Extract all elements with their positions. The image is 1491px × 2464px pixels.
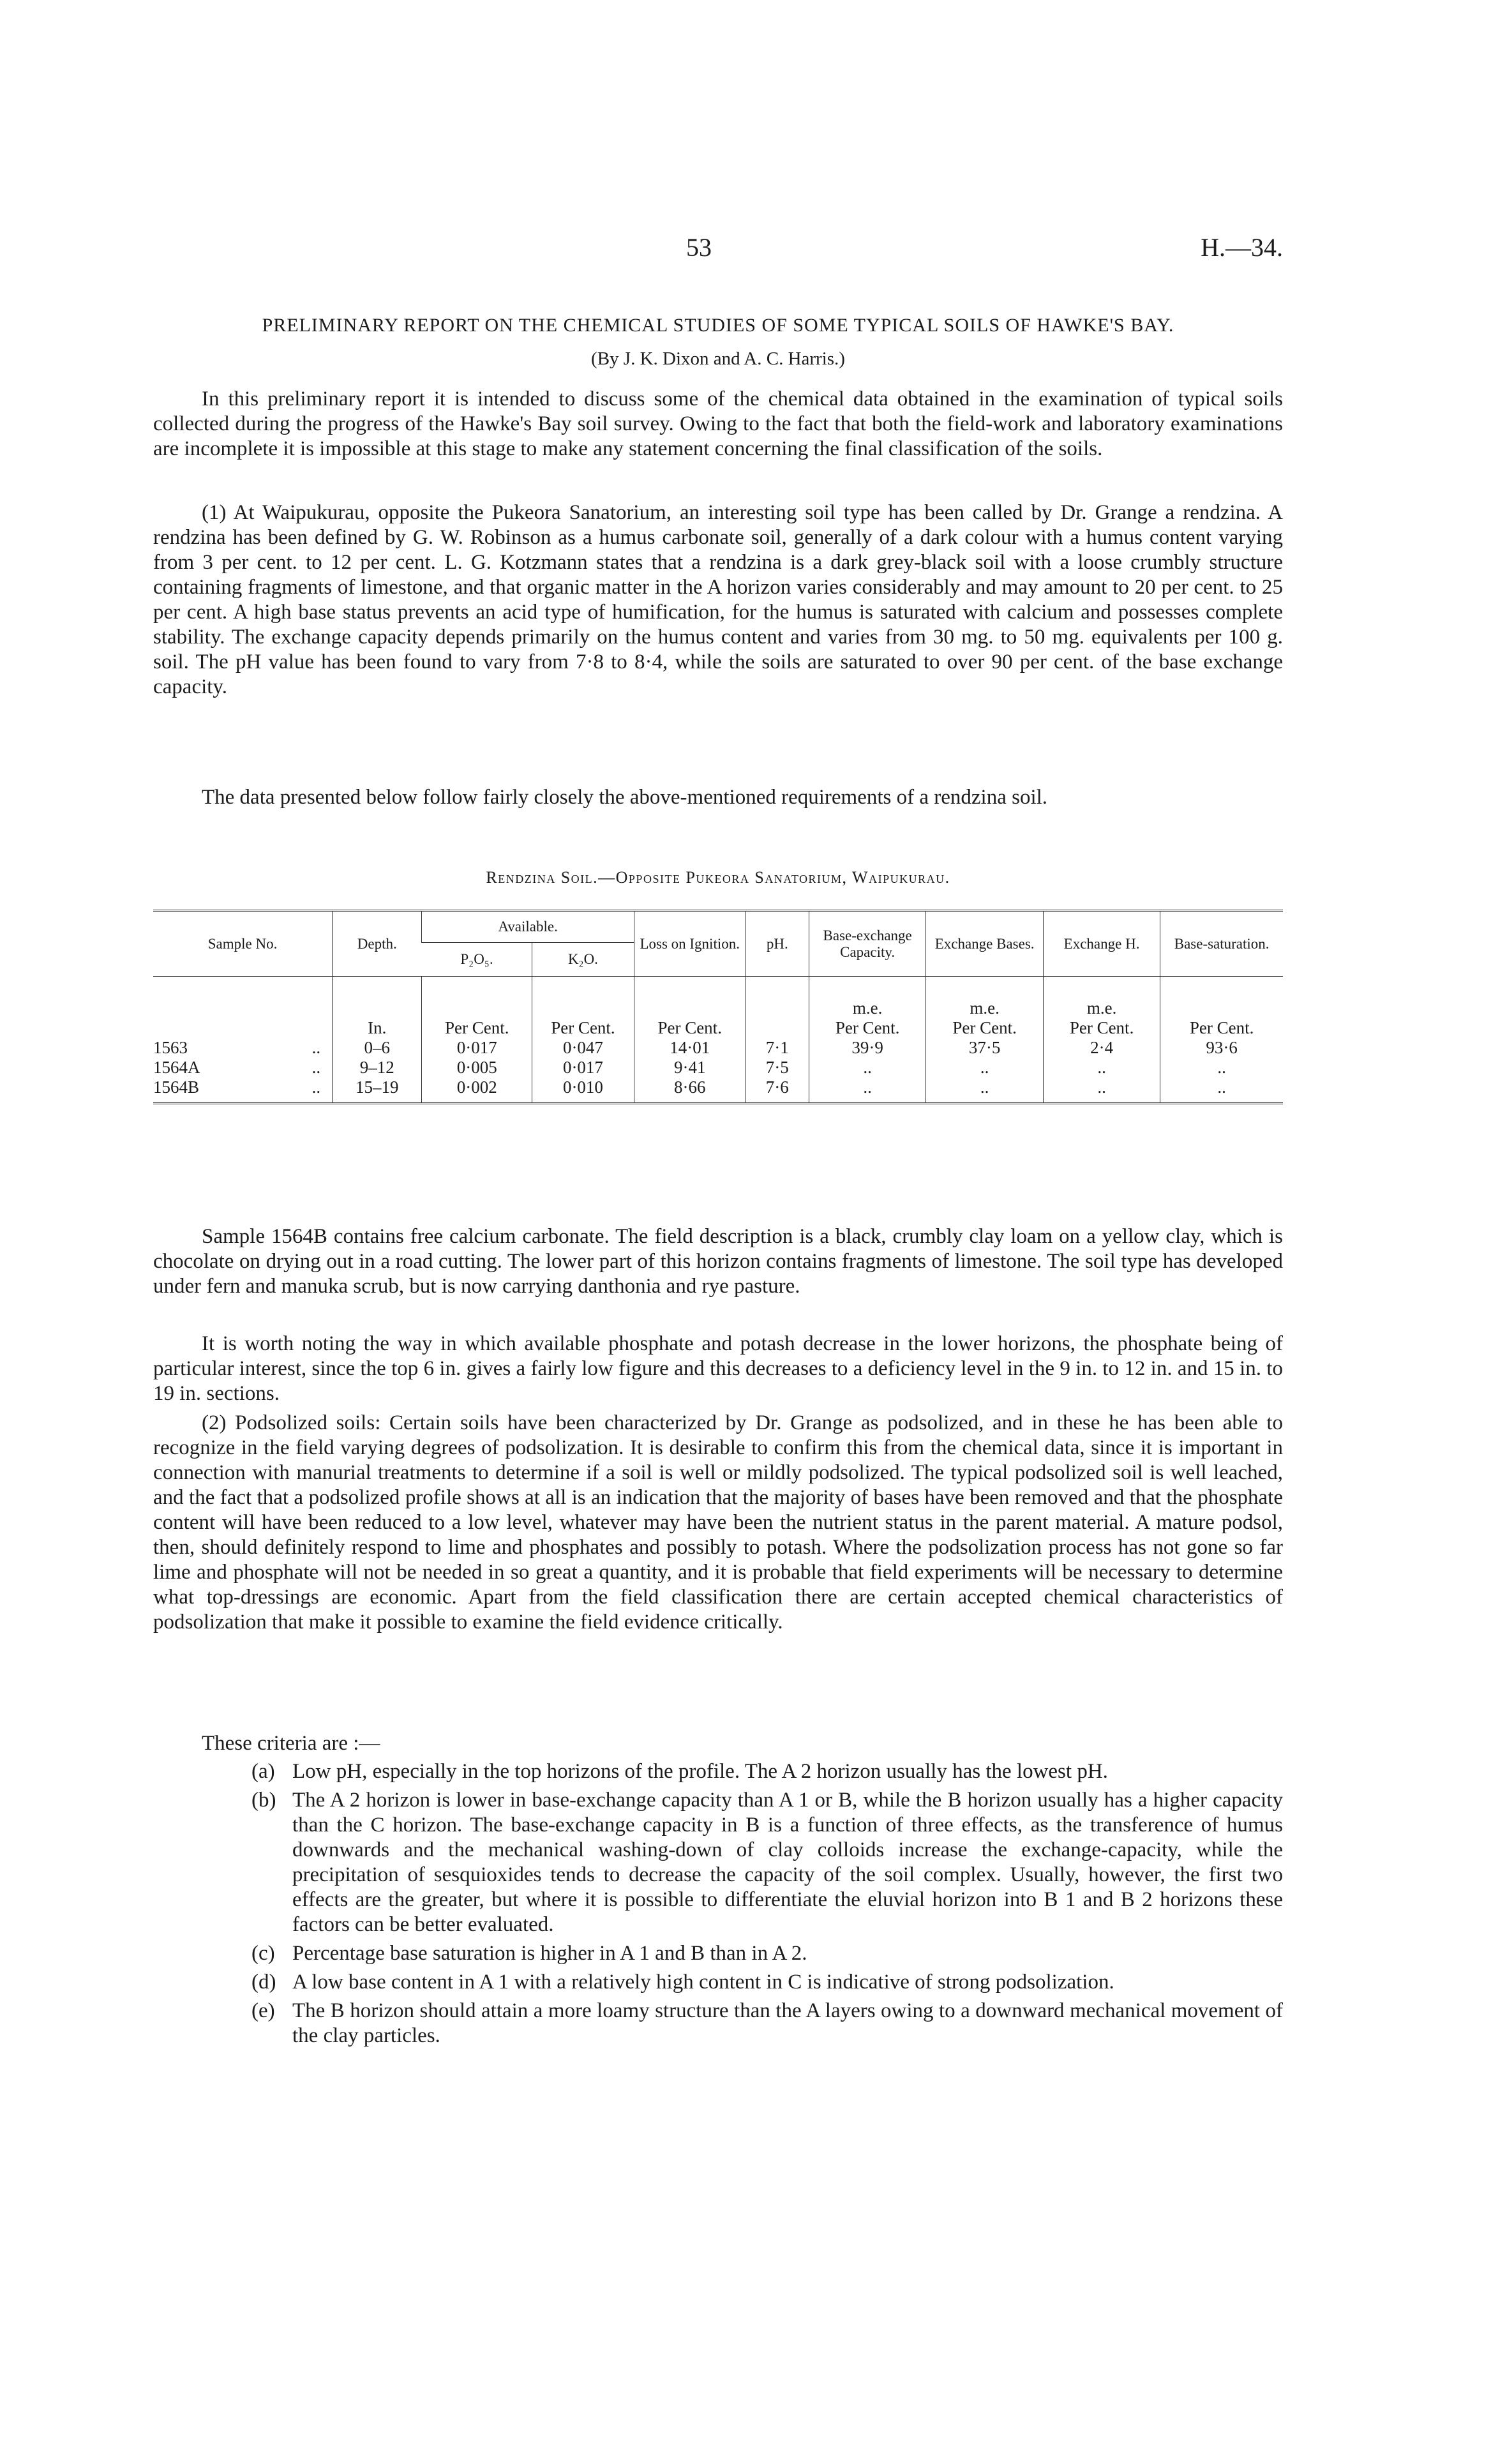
cell-k2o: 0·017 (532, 1058, 634, 1078)
criteria-list (153, 1759, 1283, 2048)
unit-eb-1: m.e. (926, 998, 1043, 1018)
header-loss-on-ignition: Loss on Ignition. (634, 911, 746, 977)
criterion-b (153, 1788, 1283, 1937)
cell-p2o5: 0·017 (422, 1038, 532, 1058)
criterion-label: (c) (251, 1942, 275, 1965)
unit-loss: Per Cent. (634, 1018, 746, 1038)
criterion-label: (e) (251, 1999, 275, 2022)
cell-bs: 93·6 (1160, 1038, 1283, 1058)
row-leader-dots: .. (311, 1078, 321, 1097)
paragraph-phosphate-potash: It is worth noting the way in which available phosphate and potash decrease in the lower horizons, the phosphate being of particular interest, since the top 6 in. gives a fairly low figure and this decreases to a deficiency level in the 9 in. to 12 in. and 15 in. to 19 in. sections. (153, 1332, 1283, 1405)
paragraph-intro: In this preliminary report it is intended to discuss some of the chemical data obtained in the examination of typical soils collected during the progress of the Hawke's Bay soil survey. Owing to the fact that both the field-work and laboratory examinations are incomplete it is impossible at this stage to make any statement concerning the final classification of the soils. (153, 387, 1283, 460)
unit-depth: In. (333, 1018, 422, 1038)
cell-ph: 7·6 (746, 1078, 809, 1104)
paragraph-sample-description: Sample 1564B contains free calcium carbonate. The field description is a black, crumbly clay loam on a yellow clay, which is chocolate on drying out in a road cutting. The lower part of this horizon contains fragments of limestone. The soil type has developed under fern and manuka scrub, but is now carrying danthonia and rye pasture. (153, 1225, 1283, 1298)
criterion-text: A low base content in A 1 with a relatively high content in C is indicative of strong podsolization. (292, 1971, 1114, 1994)
cell-depth: 15–19 (333, 1078, 422, 1104)
cell-p2o5: 0·005 (422, 1058, 532, 1078)
unit-ph (746, 1018, 809, 1038)
paragraph-data-intro: The data presented below follow fairly closely the above-mentioned requirements of a rendzina soil. (202, 786, 1048, 809)
header-base-saturation: Base-saturation. (1160, 911, 1283, 977)
criterion-d (153, 1970, 1283, 1995)
criterion-label: (a) (251, 1760, 275, 1783)
paragraph-rendzina: (1) At Waipukurau, opposite the Pukeora Sanatorium, an interesting soil type has been called by Dr. Grange a rendzina. A rendzina has been defined by G. W. Robinson as a humus carbonate soil, generally of a dark colour with a humus content varying from 3 per cent. to 12 per cent. L. G. Kotzmann states that a rendzina is a dark grey-black soil with a loose crumbly structure containing fragments of limestone, and that organic matter in the A horizon varies considerably and may amount to 20 per cent. to 25 per cent. A high base status prevents an acid type of humification, for the humus is saturated with calcium and possesses complete stability. The exchange capacity depends primarily on the humus content and varies from 30 mg. to 50 mg. equivalents per 100 g. soil. The pH value has been found to vary from 7·8 to 8·4, while the soils are saturated to over 90 per cent. of the base exchange capacity. (153, 501, 1283, 698)
cell-ph: 7·1 (746, 1038, 809, 1058)
header-sample-no: Sample No. (153, 911, 333, 977)
table-title: Rendzina Soil.—Opposite Pukeora Sanatorium, Waipukurau. (486, 868, 950, 887)
cell-bec: .. (809, 1078, 925, 1104)
unit-p2o5: Per Cent. (422, 1018, 532, 1038)
header-exchange-h: Exchange H. (1043, 911, 1160, 977)
paragraph-criteria-intro: These criteria are :— (202, 1732, 380, 1755)
header-exchange-bases: Exchange Bases. (926, 911, 1043, 977)
page-number: 53 (686, 233, 712, 262)
cell-p2o5: 0·002 (422, 1078, 532, 1104)
criterion-text: Low pH, especially in the top horizons of the profile. The A 2 horizon usually has the lowest pH. (292, 1760, 1108, 1783)
cell-eb: 37·5 (926, 1038, 1043, 1058)
cell-sample: 1563 (153, 1038, 188, 1057)
cell-sample: 1564A (153, 1058, 200, 1077)
cell-eb: .. (926, 1058, 1043, 1078)
criterion-text: The B horizon should attain a more loamy structure than the A layers owing to a downward mechanical movement of the clay particles. (292, 1999, 1283, 2047)
header-depth: Depth. (333, 911, 422, 977)
page-header (153, 232, 1283, 271)
unit-bec-1: m.e. (809, 998, 925, 1018)
cell-depth: 9–12 (333, 1058, 422, 1078)
unit-eh-2: Per Cent. (1043, 1018, 1160, 1038)
criterion-a (153, 1759, 1283, 1784)
header-ph: pH. (746, 911, 809, 977)
header-available: Available. (422, 911, 634, 943)
table-row (153, 1038, 1283, 1058)
cell-ph: 7·5 (746, 1058, 809, 1078)
criterion-label: (b) (251, 1789, 276, 1812)
criterion-text: Percentage base saturation is higher in A 1 and B than in A 2. (292, 1942, 807, 1965)
cell-loss: 14·01 (634, 1038, 746, 1058)
paragraph-podsolized-soils: (2) Podsolized soils: Certain soils have been characterized by Dr. Grange as podsolized, and in these he has been able to recognize in the field varying degrees of podsolization. It is desirable to confirm this from the chemical data, since it is important in connection with manurial treatments to determine if a soil is well or mildly podsolized. The typical podsolized soil is well leached, and the fact that a podsolized profile shows at all is an indication that the majority of bases have been removed and that the phosphate content will have been reduced to a low level, whatever may have been the nutrient status in the parent material. A mature podsol, then, should definitely respond to lime and phosphates and possibly to potash. Where the podsolization process has not gone so far lime and phosphate will not be needed in so great a quantity, and it is probable that field experiments will be necessary to determine what top-dressings are economic. Apart from the field classification there are certain accepted chemical characteristics of podsolization that make it possible to examine the field evidence critically. (153, 1411, 1283, 1634)
table-row (153, 1058, 1283, 1078)
unit-eb-2: Per Cent. (926, 1018, 1043, 1038)
cell-eh: 2·4 (1043, 1038, 1160, 1058)
cell-loss: 9·41 (634, 1058, 746, 1078)
criterion-c (153, 1941, 1283, 1966)
cell-sample: 1564B (153, 1078, 200, 1097)
cell-bec: .. (809, 1058, 925, 1078)
criterion-text: The A 2 horizon is lower in base-exchange capacity than A 1 or B, while the B horizon usually has a higher capacity than the C horizon. The base-exchange capacity in B is a function of three effects, as the transference of humus downwards and the mechanical washing-down of clay colloids increase the exchange-capacity, while the precipitation of sesquioxides tends to decrease the capacity of the soil complex. Usually, however, the first two effects are the greater, but where it is possible to differentiate the eluvial horizon into B 1 and B 2 horizons these factors can be better evaluated. (292, 1789, 1283, 1936)
rendzina-soil-table (153, 910, 1283, 1104)
unit-bec-2: Per Cent. (809, 1018, 925, 1038)
header-k2o: K₂O. (532, 943, 634, 977)
cell-k2o: 0·047 (532, 1038, 634, 1058)
cell-eb: .. (926, 1078, 1043, 1104)
row-leader-dots: .. (311, 1058, 321, 1077)
cell-bs: .. (1160, 1078, 1283, 1104)
cell-eh: .. (1043, 1058, 1160, 1078)
unit-eh-1: m.e. (1043, 998, 1160, 1018)
cell-loss: 8·66 (634, 1078, 746, 1104)
units-row-1 (153, 998, 1283, 1018)
cell-depth: 0–6 (333, 1038, 422, 1058)
cell-eh: .. (1043, 1078, 1160, 1104)
units-row-2 (153, 1018, 1283, 1038)
cell-k2o: 0·010 (532, 1078, 634, 1104)
header-base-exchange-capacity: Base-exchange Capacity. (809, 911, 925, 977)
header-p2o5: P₂O₅. (422, 943, 532, 977)
cell-bec: 39·9 (809, 1038, 925, 1058)
report-title: PRELIMINARY REPORT ON THE CHEMICAL STUDIES OF SOME TYPICAL SOILS OF HAWKE'S BAY. (262, 315, 1174, 336)
unit-k2o: Per Cent. (532, 1018, 634, 1038)
table-row (153, 1078, 1283, 1104)
cell-bs: .. (1160, 1058, 1283, 1078)
unit-bs: Per Cent. (1160, 1018, 1283, 1038)
criterion-label: (d) (251, 1971, 276, 1994)
row-leader-dots: .. (311, 1038, 321, 1057)
criterion-e (153, 1999, 1283, 2048)
report-authors: (By J. K. Dixon and A. C. Harris.) (591, 349, 845, 369)
document-reference: H.—34. (1201, 233, 1283, 262)
